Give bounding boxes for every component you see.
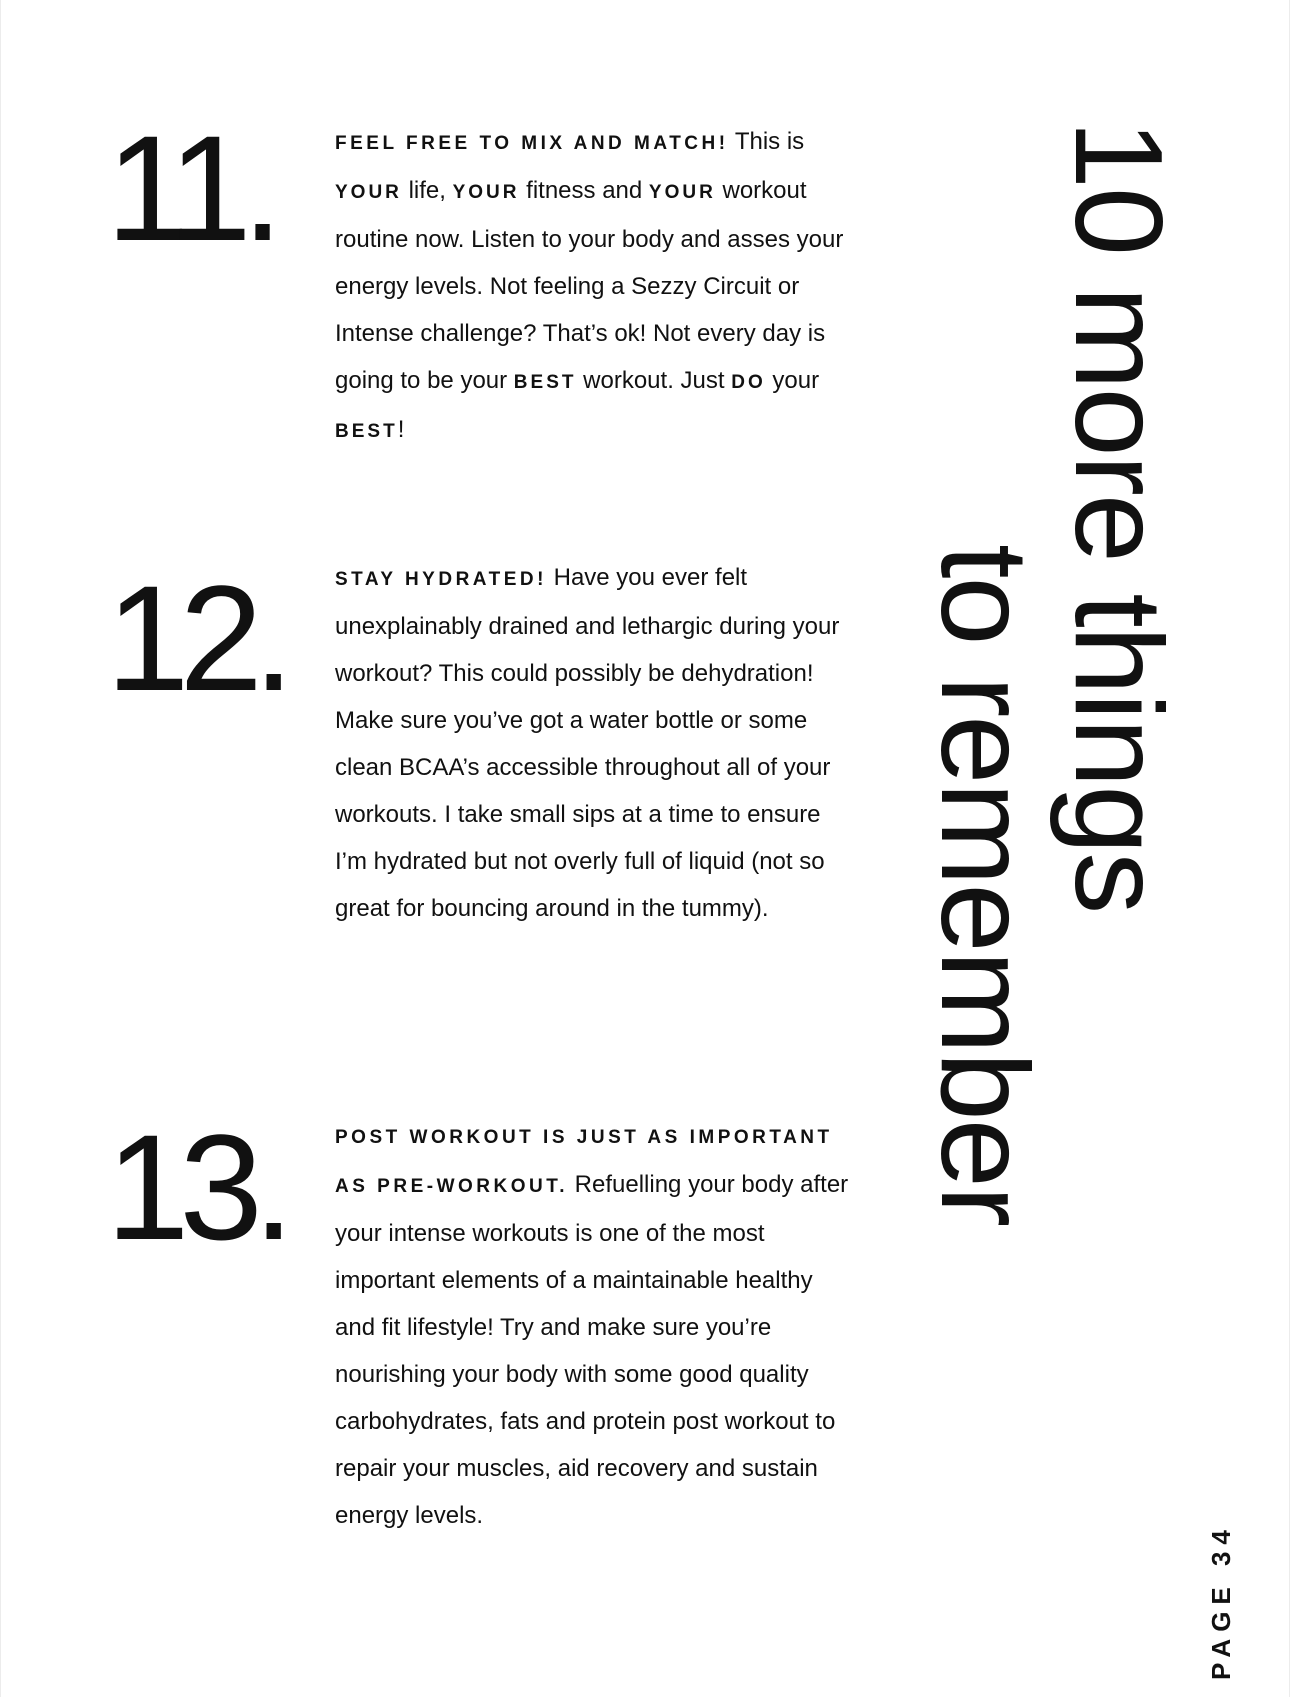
tip-text-run: life, [401,177,453,204]
page-title-line-2: to remember [915,544,1053,1225]
emphasis-word: DO [731,372,766,393]
emphasis-word: YOUR [452,182,520,203]
tip-text [335,554,855,932]
tip-heading: STAY HYDRATED! [335,569,547,590]
tip-text [335,118,855,455]
emphasis-word: YOUR [335,182,402,203]
tip-text-run: Refuelling your body after your intense workouts is one of the most important elements of a maintainable healthy and fit lifestyle! Try and make sure you’re nourishing your body with some good quality carbohydrates, fats and protein post workout to repair your muscles, aid recovery and sustain energy levels. [335,1171,849,1529]
page-title [915,120,1187,1225]
tip-text-run: your [765,367,820,394]
page-title-line-1: 10 more things [1049,120,1187,913]
page-number-label: PAGE 34 [1206,1523,1236,1680]
tip-text-run: This is [728,128,805,155]
tip-heading: FEEL FREE TO MIX AND MATCH! [335,133,729,154]
emphasis-word: BEST [513,372,577,393]
tip-heading: POST WORKOUT IS JUST AS IMPORTANT AS PRE-WORKOUT. [335,1127,833,1197]
tip-number: 13. [106,1103,285,1271]
tip-text-run: workout. Just [576,367,732,394]
tip-number: 11. [106,104,274,272]
emphasis-word: BEST [335,421,398,442]
tip-text-run: ! [397,416,405,443]
tip-text-run: fitness and [519,177,649,204]
tip-text-run: workout routine now. Listen to your body and asses your energy levels. Not feeling a Sezzy Circuit or Intense challenge? That’s ok! Not every day is going to be your [335,177,844,394]
emphasis-word: YOUR [648,182,716,203]
tip-text [335,1112,855,1539]
tip-text-run: Have you ever felt unexplainably drained and lethargic during your workout? This could possibly be dehydration! Make sure you’ve got a water bottle or some clean BCAA’s accessible throughout all of your workouts. I take small sips at a time to ensure I’m hydrated but not overly full of liquid (not so great for bouncing around in the tummy). [335,564,840,922]
tip-number: 12. [106,554,285,722]
